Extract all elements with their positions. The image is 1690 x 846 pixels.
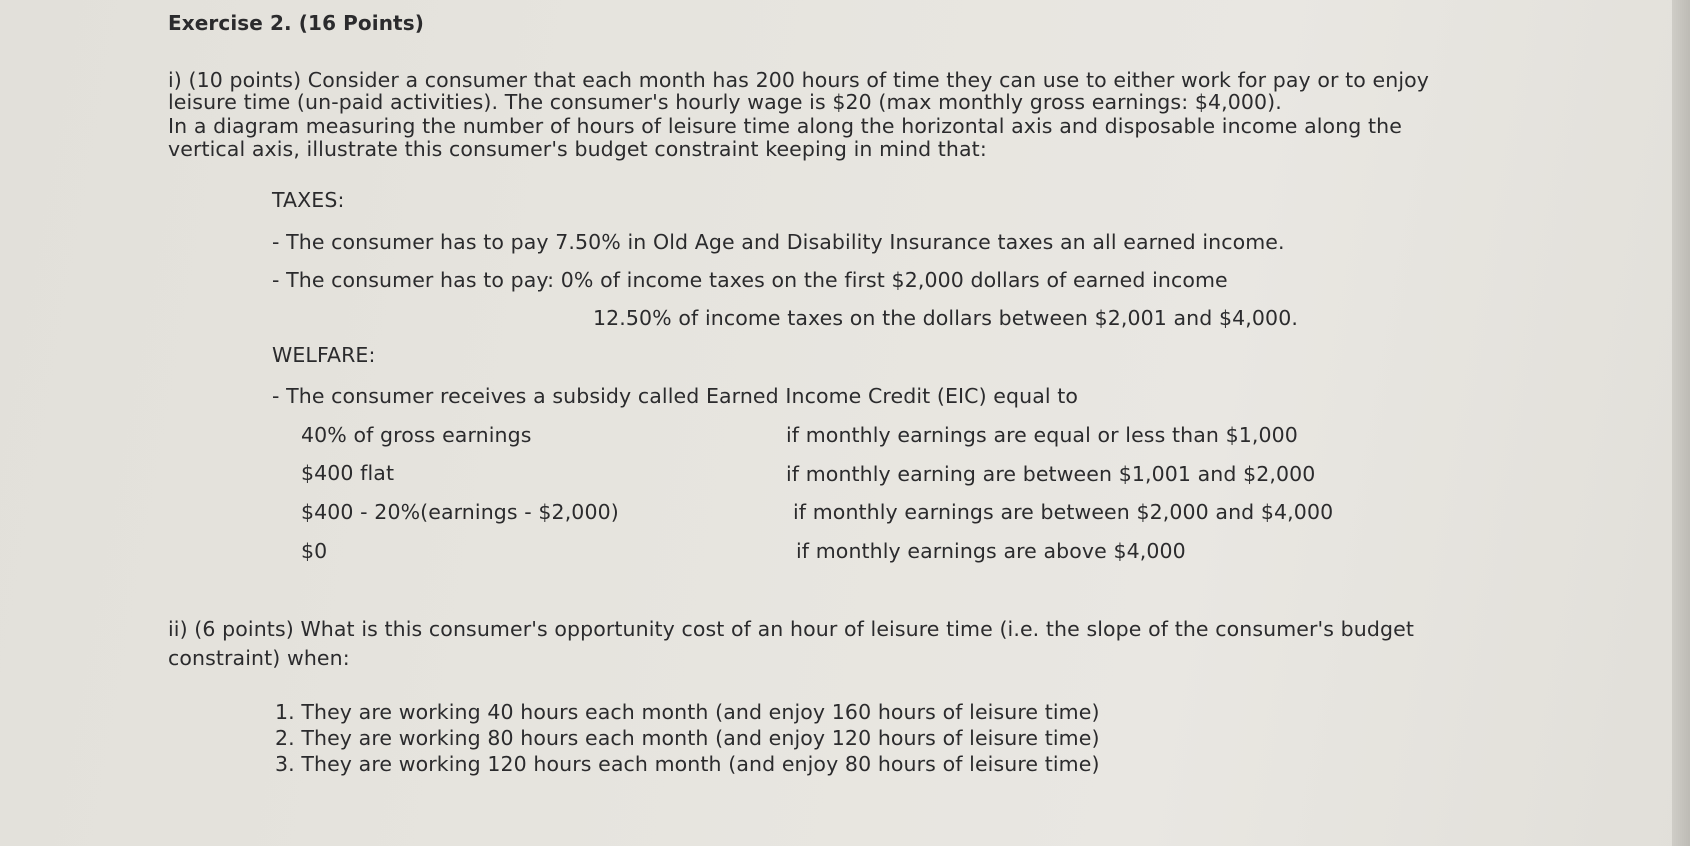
taxes-item-income: - The consumer has to pay: 0% of income taxes on the first $2,000 dollars of earned income — [272, 268, 1228, 292]
eic-amount: $400 - 20%(earnings - $2,000) — [301, 500, 619, 524]
welfare-intro: - The consumer receives a subsidy called Earned Income Credit (EIC) equal to — [272, 384, 1079, 408]
question-item: 3. They are working 120 hours each month (and enjoy 80 hours of leisure time) — [275, 752, 1100, 776]
eic-amount: 40% of gross earnings — [301, 423, 532, 447]
part-i-line: vertical axis, illustrate this consumer's budget constraint keeping in mind that: — [168, 137, 987, 161]
taxes-item-oasdi: - The consumer has to pay 7.50% in Old Age and Disability Insurance taxes an all earned income. — [272, 230, 1285, 254]
part-i-line: leisure time (un-paid activities). The consumer's hourly wage is $20 (max monthly gross earnings: $4,000). — [168, 90, 1282, 114]
part-ii-line: constraint) when: — [168, 646, 350, 670]
taxes-heading: TAXES: — [272, 188, 345, 212]
question-item: 2. They are working 80 hours each month (and enjoy 120 hours of leisure time) — [275, 726, 1100, 750]
taxes-item-income-cont: 12.50% of income taxes on the dollars between $2,001 and $4,000. — [593, 306, 1298, 330]
welfare-heading: WELFARE: — [272, 343, 376, 367]
eic-condition: if monthly earnings are equal or less than $1,000 — [786, 423, 1298, 447]
question-item: 1. They are working 40 hours each month (and enjoy 160 hours of leisure time) — [275, 700, 1100, 724]
part-i-line: In a diagram measuring the number of hours of leisure time along the horizontal axis and disposable income along the — [168, 114, 1402, 138]
eic-condition: if monthly earning are between $1,001 and $2,000 — [786, 462, 1316, 486]
exercise-title: Exercise 2. (16 Points) — [168, 11, 424, 35]
eic-amount: $400 flat — [301, 461, 395, 485]
eic-condition: if monthly earnings are above $4,000 — [796, 539, 1186, 563]
part-ii-line: ii) (6 points) What is this consumer's opportunity cost of an hour of leisure time (i.e. the slope of the consumer's budget — [168, 617, 1414, 641]
part-i-line: i) (10 points) Consider a consumer that each month has 200 hours of time they can use to either work for pay or to enjoy — [168, 68, 1430, 92]
eic-condition: if monthly earnings are between $2,000 and $4,000 — [793, 500, 1334, 524]
eic-amount: $0 — [301, 539, 328, 563]
paper-edge-shadow — [1672, 0, 1690, 846]
